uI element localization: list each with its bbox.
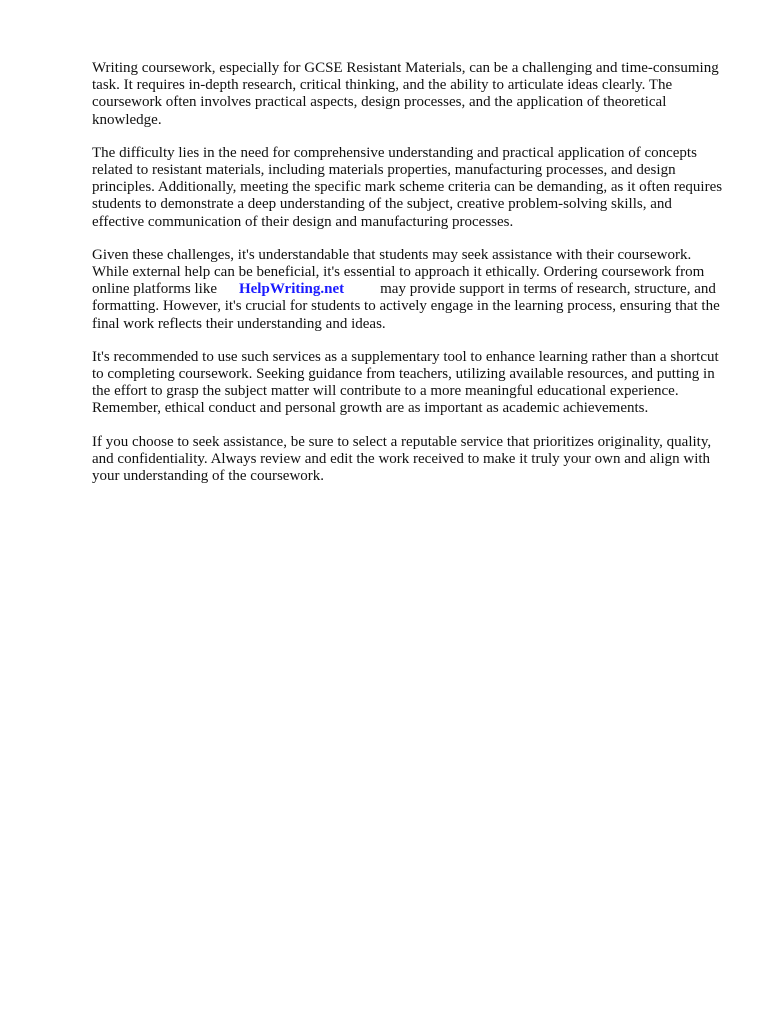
- paragraph-assistance: [92, 247, 724, 333]
- paragraph-assistance-after-link: may provide support in terms of research, structure, and formatting. However, it's crucial for students to actively engage in the learning process, ensuring that the final work reflects their understanding and ideas.: [92, 281, 720, 332]
- document-body: [92, 60, 724, 501]
- helpwriting-link[interactable]: HelpWriting.net: [238, 281, 345, 298]
- paragraph-difficulty: The difficulty lies in the need for comprehensive understanding and practical application of concepts related to resistant materials, including materials properties, manufacturing processes, and design principles. Additionally, meeting the specific mark scheme criteria can be demanding, as it often requires students to demonstrate a deep understanding of the subject, creative problem-solving skills, and effective communication of their design and manufacturing processes.: [92, 144, 723, 230]
- paragraph-intro: Writing coursework, especially for GCSE Resistant Materials, can be a challenging and time-consuming task. It requires in-depth research, critical thinking, and the ability to articulate ideas clearly. The coursework often involves practical aspects, design processes, and the application of theoretical knowledge.: [92, 60, 719, 128]
- paragraph-recommendation: It's recommended to use such services as a supplementary tool to enhance learning rather than a shortcut to completing coursework. Seeking guidance from teachers, utilizing available resources, and putting in the effort to grasp the subject matter will contribute to a more meaningful educational experience. Remember, ethical conduct and personal growth are as important as academic achievements.: [92, 348, 719, 417]
- paragraph-conclusion: If you choose to seek assistance, be sure to select a reputable service that prioritizes originality, quality, and confidentiality. Always review and edit the work received to make it truly your own and align with your understanding of the coursework.: [92, 433, 712, 485]
- paragraph-assistance-before-link: Given these challenges, it's understandable that students may seek assistance with their coursework. While external help can be beneficial, it's essential to approach it ethically. Ordering coursework from online platforms like: [92, 246, 705, 298]
